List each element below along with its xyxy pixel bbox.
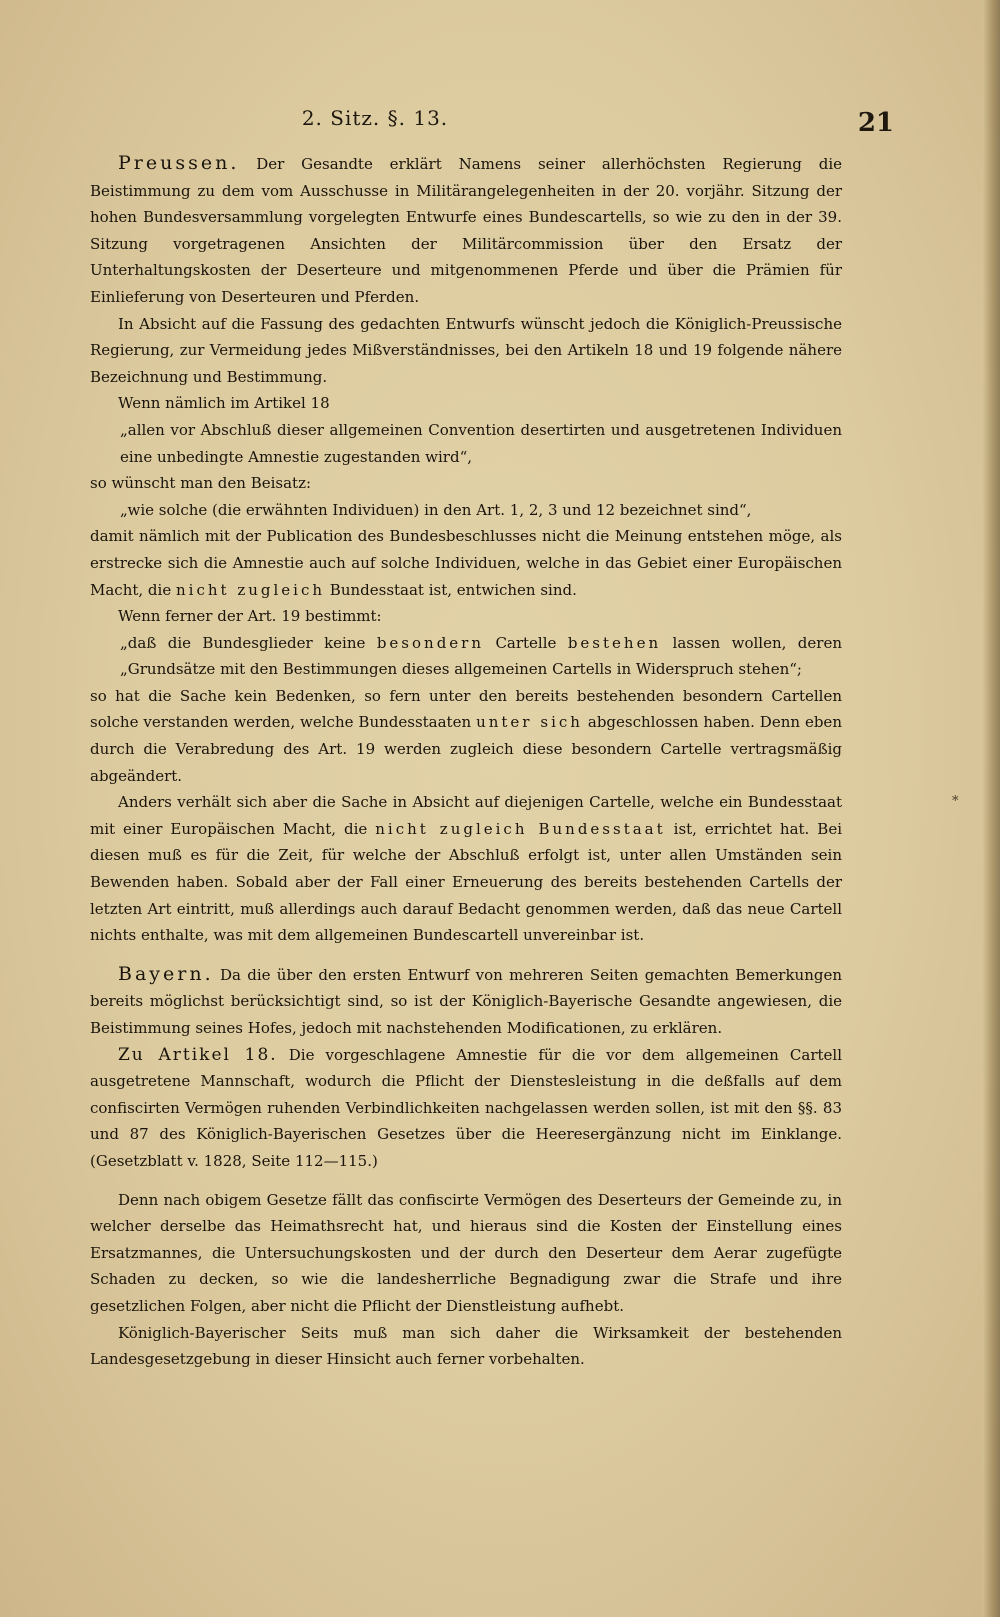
paragraph-continuation [90, 683, 842, 789]
paragraph-text: abgeschlossen haben. Denn eben durch die Verabredung des Art. 19 werden zugleich diese besondern Cartelle vertragsmäßig abgeändert. [90, 713, 842, 785]
running-head: 2. Sitz. §. 13. [301, 106, 449, 130]
paragraph [90, 311, 842, 391]
quotation [90, 630, 842, 683]
paragraph-text: In Absicht auf die Fassung des gedachten Entwurfs wünscht jedoch die Königlich-Preussische Regierung, zur Vermeidung jedes Mißverständnisses, bei den Artikeln 18 und 19 folgende nähere Bezeichnung und Bestimmung. [90, 314, 842, 386]
paragraph-text: Wenn nämlich im Artikel 18 [118, 394, 330, 413]
quotation-text: „daß die Bundesglieder keine [120, 633, 366, 652]
paragraph-gap [90, 1175, 842, 1187]
paragraph-text: Königlich-Bayerischer Seits muß man sich daher die Wirksamkeit der bestehenden Landesgesetzgebung in dieser Hinsicht auch ferner vorbehalten. [90, 1323, 842, 1369]
paragraph-text: Wenn ferner der Art. 19 bestimmt: [118, 607, 382, 626]
emphasis-text: besondern [376, 633, 485, 652]
paragraph-text: Der Gesandte erklärt Namens seiner allerhöchsten Regierung die Beistimmung zu dem vom Ausschusse in Militärangelegenheiten in der 20. vorjähr. Sitzung der hohen Bundesversammlung vorgelegten Entwurfe eines Bundescartells, so wie zu den in der 39. Sitzung vorgetragenen Ansichten der Militärcommission über den Ersatz der Unterhaltungskosten der Deserteure und mitgenommenen Pferde und über die Prämien für Einlieferung von Deserteuren und Pferden. [90, 155, 842, 306]
emphasis-text: nicht zugleich Bundesstaat [375, 819, 666, 838]
paragraph-text: Die vorgeschlagene Amnestie für die vor dem allgemeinen Cartell ausgetretene Mannschaft, wodurch die Pflicht der Dienstesleistung in die deßfalls auf dem confiscirten Vermögen ruhenden Verbindlichkeiten nachgelassen werden sollen, ist mit den §§. 83 und 87 des Königlich-Bayerischen Gesetzes über die Heeresergänzung nicht im Einklange. (Gesetzblatt v. 1828, Seite 112—115.) [90, 1045, 842, 1170]
paragraph-text: damit nämlich mit der Publication des Bundesbeschlusses nicht die Meinung entstehen möge, als erstrecke sich die Amnestie auch auf solche Individuen, welche in das Gebiet einer Europäischen Macht, die [90, 527, 842, 599]
paragraph-text: so wünscht man den Beisatz: [90, 474, 312, 493]
state-heading-preussen: Preussen. [118, 152, 240, 174]
quotation-text: „allen vor Abschluß dieser allgemeinen Convention desertirten und ausgetretenen Individuen eine unbedingte Amnestie zugestanden wird“, [120, 420, 842, 466]
paragraph-text: Anders verhält sich aber die Sache in Absicht auf diejenigen Cartelle, welche ein Bundesstaat mit einer Europäischen Macht, die [90, 793, 842, 838]
emphasis-text: nicht zugleich [176, 580, 326, 599]
quotation [90, 497, 842, 524]
paragraph [90, 603, 842, 630]
page-body [90, 150, 842, 1373]
paragraph-text: Denn nach obigem Gesetze fällt das confiscirte Vermögen des Deserteurs der Gemeinde zu, in welcher derselbe das Heimathsrecht hat, und hieraus sind die Kosten der Einstellung eines Ersatzmannes, die Untersuchungskosten und der durch den Deserteur dem Aerar zugefügte Schaden zu decken, so wie die landesherrliche Begnadigung zwar die Strafe und ihre gesetzlichen Folgen, aber nicht die Pflicht der Dienstleistung aufhebt. [90, 1190, 842, 1315]
quotation-text: „wie solche (die erwähnten Individuen) in den Art. 1, 2, 3 und 12 bezeichnet sind“, [120, 500, 752, 519]
paragraph-article-18 [90, 1042, 842, 1175]
paragraph-gap [90, 949, 842, 961]
paragraph [90, 1187, 842, 1320]
paragraph-text: so hat die Sache kein Bedenken, so fern unter den bereits bestehenden besondern Cartellen solche verstanden werden, welche Bundesstaaten [90, 686, 842, 732]
quotation-text: lassen wollen, deren „Grundsätze mit den Bestimmungen dieses allgemeinen Cartells in Widerspruch stehen“; [120, 633, 842, 679]
emphasis-text: unter sich [476, 713, 583, 732]
paragraph-bayern [90, 961, 842, 1042]
article-heading: Zu Artikel 18. [118, 1044, 278, 1065]
paragraph-continuation [90, 470, 842, 497]
quotation-text: Cartelle [495, 633, 557, 652]
page-number: 21 [857, 108, 894, 138]
paragraph-text: Bundesstaat ist, entwichen sind. [329, 580, 577, 599]
quotation [90, 417, 842, 470]
emphasis-text: bestehen [567, 633, 662, 652]
paragraph-text: Da die über den ersten Entwurf von mehreren Seiten gemachten Bemerkungen bereits möglichst berücksichtigt sind, so ist der Königlich-Bayerische Gesandte angewiesen, die Beistimmung seines Hofes, jedoch mit nachstehenden Modificationen, zu erklären. [90, 965, 842, 1037]
page-header [0, 106, 1000, 142]
page-edge-shadow [982, 0, 1000, 1617]
paragraph-preussen [90, 150, 842, 311]
paragraph [90, 1320, 842, 1373]
paragraph-text: ist, errichtet hat. Bei diesen muß es für die Zeit, für welche der Abschluß erfolgt ist, unter allen Umständen sein Bewenden haben. Sobald aber der Fall einer Erneuerung des bereits bestehenden Cartells der letzten Art eintritt, muß allerdings auch darauf Bedacht genommen werden, daß das neue Cartell nichts enthalte, was mit dem allgemeinen Bundescartell unvereinbar ist. [90, 819, 843, 945]
paragraph-continuation [90, 523, 842, 603]
paragraph [90, 390, 842, 417]
state-heading-bayern: Bayern. [118, 962, 214, 985]
paragraph [90, 789, 842, 949]
margin-mark: * [952, 794, 959, 809]
